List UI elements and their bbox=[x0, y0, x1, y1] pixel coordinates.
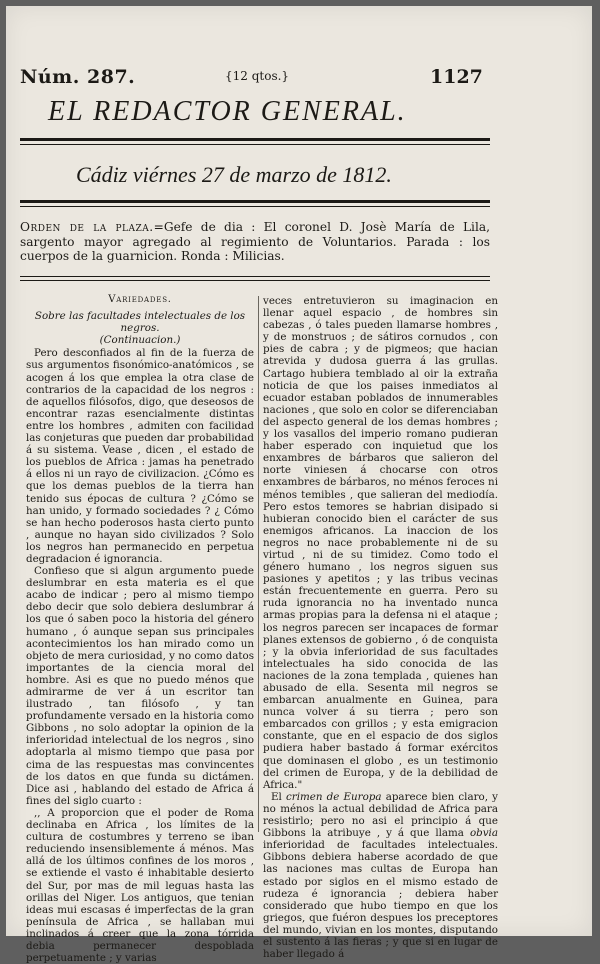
rule-date bbox=[20, 200, 490, 203]
rule-date-thin bbox=[20, 206, 490, 207]
page-number: 1127 bbox=[430, 66, 483, 88]
issue-number: Núm. 287. bbox=[20, 66, 136, 88]
orden-text: =Gefe de dia : El coronel D. Josè María de Lila, sargento mayor agregado al regimiento de Voluntarios. Parada : los cuerpos de la guarnicion. Ronda : Milicias. bbox=[20, 220, 490, 263]
article-subtitle: Sobre las facultades intelectuales de los negros. bbox=[34, 310, 246, 335]
text-run: aparece bien claro, y no ménos la actual debilidad de Africa para resistirlo; pero no asi el principio á que Gibbons la atribuye , y á que llama bbox=[263, 790, 499, 840]
rule-top-thin bbox=[20, 144, 490, 145]
orden-de-la-plaza bbox=[20, 220, 490, 264]
newspaper-page bbox=[6, 6, 592, 964]
dateline: Cádiz viérnes 27 de marzo de 1812. bbox=[76, 162, 392, 187]
rule-top bbox=[20, 138, 490, 141]
italic-run: crimen de Europa bbox=[286, 790, 382, 803]
paragraph: Confieso que si algun argumento puede deslumbrar en esta materia es el que acabo de indicar ; pero al mismo tiempo debo decir que solo debiera deslumbrar á los que ó saben poco la historia del género humano , ó aunque sepan sus principales acontecimientos los han mirado como un objeto de mera curiosidad, y no como datos importantes de la ciencia moral del hombre. Asi es que no puedo ménos que admirarme de ver á un escritor tan ilustrado , tan filósofo , y tan profundamente versado en la historia como Gibbons , no solo adoptar la opinion de la inferioridad intelectual de los negros , sino adoptarla al mismo tiempo que pasa por cima de las respuestas mas convincentes de los datos en que funda su dictámen. Dice asi , hablando del estado de Africa á fines del siglo cuarto : bbox=[26, 565, 254, 807]
paragraph-crimen bbox=[263, 791, 498, 960]
paragraph: Pero desconfiados al fin de la fuerza de sus argumentos fisonómico-anatómicos , se acogen á los que emplea la otra clase de contrarios de la capacidad de los negros : de aquellos filósofos, digo, que deseosos de encontrar razas esencialmente distintas entre los hombres , admiten con facilidad las conjeturas que pueden dar probabilidad á su sistema. Vease , dicen , el estado de los pueblos de Africa : jamas ha penetrado á ellos ni un rayo de civilizacion. ¿Cómo es que los demas pueblos de la tierra han tenido sus épocas de cultura ? ¿Cómo se han unido, y formado sociedades ? ¿ Cómo se han hecho poderosos hasta cierto punto , aunque no hayan sido civilizados ? Solo los negros han permanecido en perpetua degradacion é ignorancia. bbox=[26, 347, 254, 565]
format-note: {12 qtos.} bbox=[225, 69, 290, 83]
orden-label: Orden de la plaza. bbox=[20, 220, 154, 234]
section-heading: Variedades. bbox=[108, 294, 172, 305]
paragraph: veces entretuvieron su imaginacion en llenar aquel espacio , de hombres sin cabezas , ó tales pueden llamarse hombres , y de monstruos ; de sátiros cornudos , con pies de cabra ; y de pigmeos; que hacian atrevida y dudosa guerra á las grullas. Cartago hubiera temblado al oir la extraña noticia de que los paises inmediatos al ecuador estaban poblados de innumerables naciones , que solo en color se diferenciaban del aspecto general de los demas hombres ; y los vasallos del imperio romano pudieran haber esperado con inquietud que los enxambres de bárbaros que salieron del norte viniesen á chocarse con otros enxambres de bárbaros, no ménos feroces ni ménos temibles , que salieran del mediodía. Pero estos temores se habrian disipado si hubieran conocido bien el carácter de sus enemigos africanos. La inaccion de los negros no nace probablemente ni de su virtud , ni de su timidez. Como todo el género humano , los negros siguen sus pasiones y apetitos ; y las tribus vecinas están frecuentemente en guerra. Pero su ruda ignorancia no ha inventado nunca armas propias para la defensa ni el ataque ; los negros parecen ser incapaces de formar planes extensos de gobierno , ó de conquista ; y la obvia inferioridad de sus facultades intelectuales ha sido conocida de las naciones de la zona templada , quienes han abusado de ella. Sesenta mil negros se embarcan anualmente en Guinea, para nunca volver á su tierra ; pero son embarcados con grillos ; y esta emigracion constante, que en el espacio de dos siglos pudiera haber bastado á formar exércitos que dominasen el globo , es un testimonio del crimen de Europa, y de la debilidad de Africa." bbox=[263, 295, 498, 791]
column-divider bbox=[258, 296, 259, 832]
column-right bbox=[263, 295, 498, 960]
text-run: El bbox=[271, 790, 282, 803]
italic-run: obvia bbox=[469, 827, 498, 840]
column-left bbox=[26, 294, 254, 964]
rule-orden bbox=[20, 276, 490, 277]
text-run: inferioridad de facultades intelectuales. Gibbons debiera haberse acordado de que las naciones mas cultas de Europa han estado por siglos en el mismo estado de rudeza é ignorancia ; debiera haber considerado que hubo tiempo en que los griegos, que fuéron despues los preceptores del mundo, vivian en los montes, disputando el sustento á las fieras ; y que si en lugar de haber llegado á bbox=[263, 839, 498, 961]
rule-orden-2 bbox=[20, 280, 490, 281]
quote-paragraph: ,, A proporcion que el poder de Roma declinaba en Africa , los límites de la cultura de costumbres y terreno se iban reduciendo insensiblemente á ménos. Mas allá de los últimos confines de los moros , se extiende el vasto é inhabitable desierto del Sur, por mas de mil leguas hasta las orillas del Niger. Los antiguos, que tenian ideas mui escasas é imperfectas de la gran península de Africa , se hallaban mui inclinados á creer que la zona tórrida debia permanecer despoblada perpetuamente ; y varias bbox=[26, 806, 254, 964]
masthead: EL REDACTOR GENERAL. bbox=[48, 96, 407, 127]
article-continuation: (Continuacion.) bbox=[99, 334, 181, 347]
